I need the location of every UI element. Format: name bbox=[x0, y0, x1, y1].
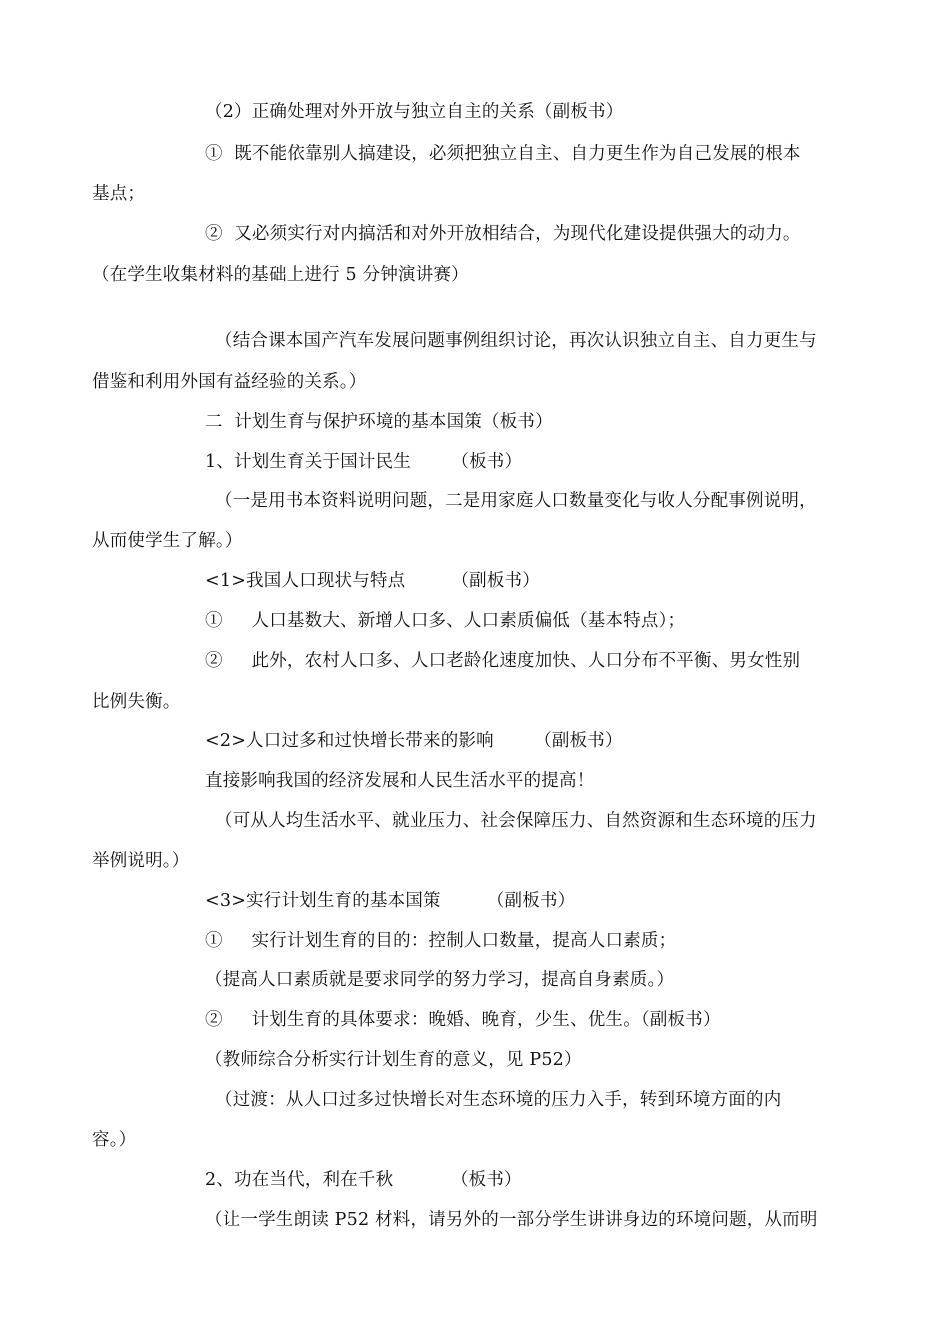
para-point-2: ② 又必须实行对内搞活和对外开放相结合，为现代化建设提供强大的动力。 bbox=[205, 224, 801, 244]
section-heading-2: 二 计划生育与保护环境的基本国策（板书） bbox=[205, 412, 553, 432]
para-activity-note: （在学生收集材料的基础上进行 5 分钟演讲赛） bbox=[92, 265, 469, 285]
para-impact-note-cont: 举例说明。） bbox=[92, 851, 190, 871]
para-subheading-2: （2）正确处理对外开放与独立自主的关系（副板书） bbox=[205, 102, 624, 122]
para-transition-note: （过渡：从人口过多过快增长对生态环境的压力入手，转到环境方面的内 bbox=[215, 1090, 782, 1110]
para-teacher-note: （教师综合分析实行计划生育的意义，见 P52） bbox=[205, 1050, 582, 1070]
para-method-note: （一是用书本资料说明问题，二是用家庭人口数量变化与收人分配事例说明， bbox=[215, 491, 817, 511]
para-point-1-cont: 基点； bbox=[92, 184, 146, 204]
subheading-2: 2、功在当代，利在千秋 （板书） bbox=[205, 1170, 522, 1190]
para-transition-note-cont: 容。） bbox=[92, 1130, 137, 1150]
para-planning-point-1: ① 实行计划生育的目的：控制人口数量，提高人口素质； bbox=[205, 931, 677, 951]
para-population-point-2-cont: 比例失衡。 bbox=[92, 692, 181, 712]
para-impact-statement: 直接影响我国的经济发展和人民生活水平的提高！ bbox=[205, 771, 595, 791]
para-population-point-2: ② 此外，农村人口多、人口老龄化速度加快、人口分布不平衡、男女性别 bbox=[205, 651, 801, 671]
para-impact-note: （可从人均生活水平、就业压力、社会保障压力、自然资源和生态环境的压力 bbox=[215, 811, 817, 831]
para-discussion-note: （结合课本国产汽车发展问题事例组织讨论，再次认识独立自主、自力更生与 bbox=[215, 331, 817, 351]
subheading-1: 1、计划生育关于国计民生 （板书） bbox=[205, 452, 523, 472]
para-reading-note: （让一学生朗读 P52 材料，请另外的一部分学生讲讲身边的环境问题，从而明 bbox=[205, 1210, 818, 1230]
subheading-population-impact: <2>人口过多和过快增长带来的影响 （副板书） bbox=[205, 731, 623, 751]
para-method-note-cont: 从而使学生了解。） bbox=[92, 531, 243, 551]
para-population-point-1: ① 人口基数大、新增人口多、人口素质偏低（基本特点）； bbox=[205, 611, 686, 631]
para-planning-point-2: ② 计划生育的具体要求：晚婚、晚育，少生、优生。（副板书） bbox=[205, 1010, 721, 1030]
para-discussion-note-cont: 借鉴和利用外国有益经验的关系。） bbox=[92, 372, 367, 392]
para-planning-note: （提高人口素质就是要求同学的努力学习，提高自身素质。） bbox=[205, 970, 675, 990]
subheading-family-planning: <3>实行计划生育的基本国策 （副板书） bbox=[205, 891, 576, 911]
subheading-population-status: <1>我国人口现状与特点 （副板书） bbox=[205, 571, 540, 591]
para-point-1: ① 既不能依靠别人搞建设，必须把独立自主、自力更生作为自己发展的根本 bbox=[205, 144, 801, 164]
